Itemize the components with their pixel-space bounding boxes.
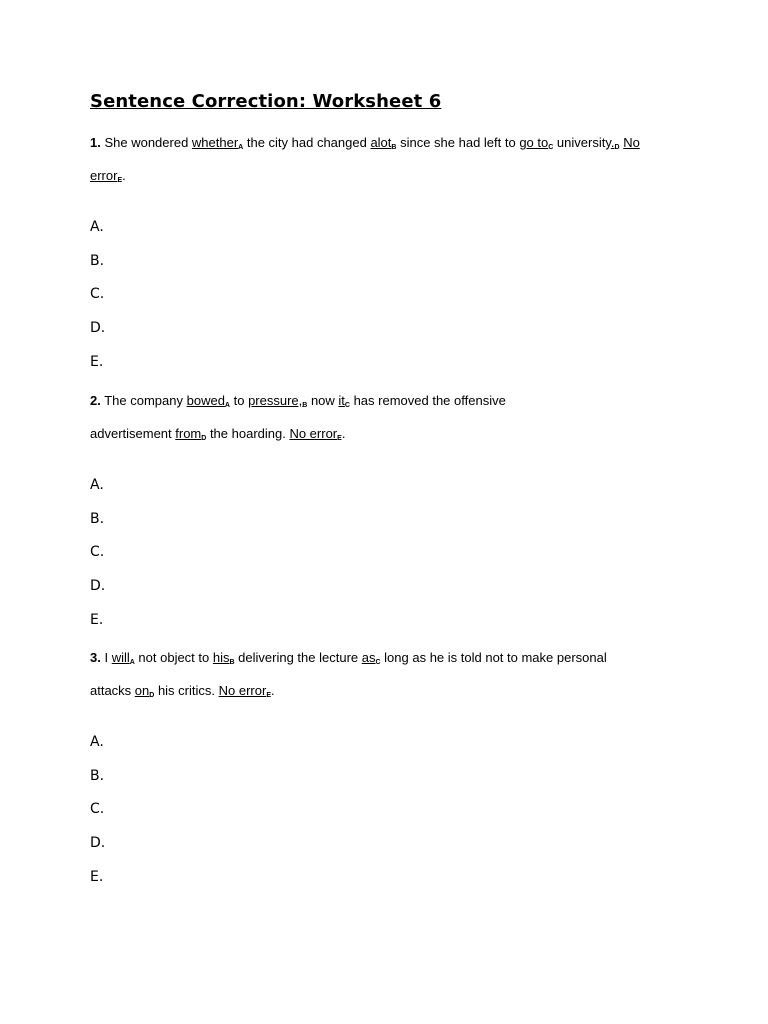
question-1-option-e: E. bbox=[90, 354, 104, 370]
question-2-option-e: E. bbox=[90, 612, 104, 628]
question-2-line-1 bbox=[90, 393, 506, 409]
question-2-option-c: C. bbox=[90, 544, 105, 560]
sentence-text bbox=[235, 650, 362, 665]
answer-choice bbox=[219, 683, 271, 698]
sentence-text bbox=[553, 135, 611, 150]
segment-text: will bbox=[111, 650, 130, 665]
segment-text: to bbox=[229, 393, 249, 408]
segment-text: error bbox=[90, 168, 118, 183]
sentence-text bbox=[122, 168, 126, 183]
answer-choice bbox=[90, 168, 122, 183]
segment-text: . bbox=[270, 683, 275, 698]
question-1-line-1 bbox=[90, 135, 640, 151]
sentence-text bbox=[90, 426, 175, 441]
choice-letter: E bbox=[337, 435, 342, 442]
choice-letter: D bbox=[149, 692, 155, 699]
question-2-option-d: D. bbox=[90, 578, 106, 594]
segment-text: it bbox=[338, 393, 345, 408]
question-3-option-a: A. bbox=[90, 734, 104, 750]
choice-letter: E bbox=[117, 177, 123, 184]
choice-letter: A bbox=[238, 144, 244, 151]
segment-text: his critics. bbox=[154, 683, 219, 698]
answer-choice bbox=[192, 135, 243, 150]
segment-text: go to bbox=[519, 135, 549, 150]
sentence-text bbox=[206, 426, 289, 441]
page-title: Sentence Correction: Worksheet 6 bbox=[90, 91, 442, 112]
answer-choice bbox=[623, 135, 640, 150]
question-number: 3. bbox=[90, 650, 101, 665]
sentence-text bbox=[381, 650, 607, 665]
question-2-line-2 bbox=[90, 426, 345, 442]
segment-text: as bbox=[361, 650, 376, 665]
question-1-option-c: C. bbox=[90, 286, 105, 302]
answer-choice bbox=[135, 683, 155, 698]
sentence-text bbox=[243, 135, 370, 150]
segment-text: The company bbox=[100, 393, 187, 408]
segment-text: No error bbox=[289, 426, 338, 441]
segment-text: has removed the offensive bbox=[349, 393, 506, 408]
question-2-option-b: B. bbox=[90, 511, 105, 527]
segment-text: alot bbox=[370, 135, 392, 150]
segment-text: not object to bbox=[134, 650, 213, 665]
choice-letter: D bbox=[614, 144, 620, 151]
choice-letter: B bbox=[391, 144, 397, 151]
question-1-option-b: B. bbox=[90, 253, 105, 269]
question-1-option-d: D. bbox=[90, 320, 106, 336]
segment-text: from bbox=[175, 426, 202, 441]
choice-letter: A bbox=[129, 659, 135, 666]
sentence-text bbox=[101, 135, 192, 150]
segment-text: . bbox=[341, 426, 346, 441]
question-number: 1. bbox=[90, 135, 101, 150]
sentence-text bbox=[396, 135, 519, 150]
segment-text: No bbox=[623, 135, 640, 150]
answer-choice bbox=[338, 393, 350, 408]
answer-choice bbox=[370, 135, 396, 150]
question-3-option-b: B. bbox=[90, 768, 105, 784]
question-1-option-a: A. bbox=[90, 219, 104, 235]
answer-choice bbox=[519, 135, 553, 150]
sentence-text bbox=[90, 683, 135, 698]
answer-choice bbox=[213, 650, 235, 665]
answer-choice bbox=[175, 426, 206, 441]
sentence-text bbox=[101, 650, 112, 665]
segment-text: on bbox=[134, 683, 150, 698]
segment-text: . bbox=[122, 168, 126, 183]
question-3-option-d: D. bbox=[90, 835, 106, 851]
sentence-text bbox=[101, 393, 187, 408]
segment-text: advertisement bbox=[90, 426, 176, 441]
choice-letter: A bbox=[224, 402, 230, 409]
answer-choice bbox=[248, 393, 307, 408]
answer-choice bbox=[289, 426, 341, 441]
question-3-line-2 bbox=[90, 683, 275, 699]
question-number: 2. bbox=[90, 393, 101, 408]
segment-text: I bbox=[100, 650, 112, 665]
question-3-line-1 bbox=[90, 650, 607, 666]
choice-letter: E bbox=[266, 692, 271, 699]
sentence-text bbox=[271, 683, 275, 698]
choice-letter: C bbox=[548, 144, 554, 151]
question-2-option-a: A. bbox=[90, 477, 104, 493]
segment-text: the hoarding. bbox=[206, 426, 290, 441]
sentence-text bbox=[230, 393, 248, 408]
choice-letter: B bbox=[302, 402, 308, 409]
segment-text: attacks bbox=[90, 683, 135, 698]
segment-text: the city had changed bbox=[243, 135, 371, 150]
segment-text: pressure, bbox=[248, 393, 303, 408]
segment-text: university bbox=[553, 135, 611, 150]
segment-text: delivering the lecture bbox=[234, 650, 362, 665]
choice-letter: B bbox=[229, 659, 235, 666]
sentence-text bbox=[135, 650, 213, 665]
segment-text: She wondered bbox=[100, 135, 192, 150]
choice-letter: C bbox=[344, 402, 350, 409]
segment-text: long as he is told not to make personal bbox=[380, 650, 607, 665]
segment-text: his bbox=[212, 650, 230, 665]
segment-text: now bbox=[307, 393, 339, 408]
segment-text: whether bbox=[191, 135, 239, 150]
segment-text: bowed bbox=[186, 393, 225, 408]
segment-text: No error bbox=[218, 683, 267, 698]
question-3-option-e: E. bbox=[90, 869, 104, 885]
segment-text: since she had left to bbox=[396, 135, 520, 150]
answer-choice bbox=[611, 135, 620, 150]
answer-choice bbox=[112, 650, 135, 665]
sentence-text bbox=[342, 426, 346, 441]
choice-letter: C bbox=[375, 659, 381, 666]
choice-letter: D bbox=[201, 435, 207, 442]
sentence-text bbox=[154, 683, 218, 698]
segment-text: . bbox=[610, 135, 615, 150]
answer-choice bbox=[362, 650, 381, 665]
sentence-text bbox=[307, 393, 338, 408]
question-3-option-c: C. bbox=[90, 801, 105, 817]
sentence-text bbox=[350, 393, 506, 408]
answer-choice bbox=[187, 393, 230, 408]
question-1-line-2 bbox=[90, 168, 126, 184]
